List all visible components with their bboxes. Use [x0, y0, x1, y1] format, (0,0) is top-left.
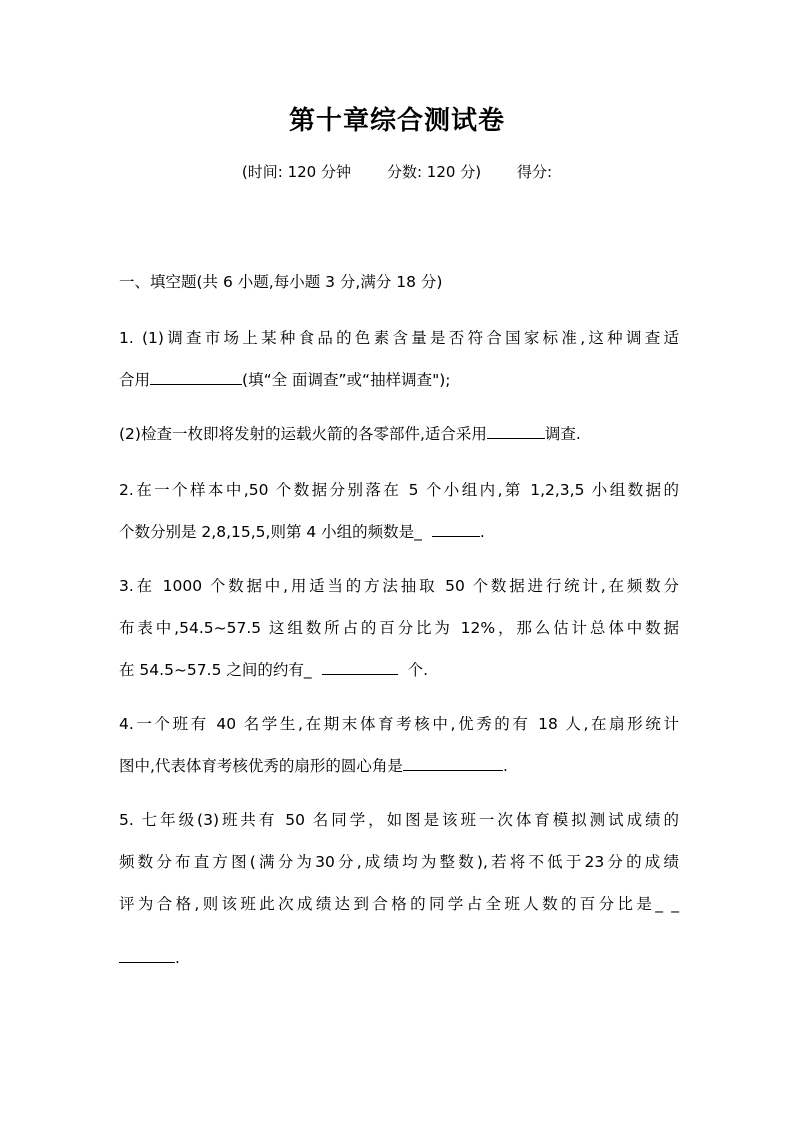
obtained-score-label: 得分: [517, 163, 553, 181]
q1-answer-blank-2[interactable] [487, 424, 545, 439]
q1-text-post: (填“全 面调查”或“抽样调查"); [242, 371, 451, 389]
q1-line-1: 1. (1)调查市场上某种食品的色素含量是否符合国家标准,这种调查适 [119, 329, 679, 347]
q5-line-3: 评为合格,则该班此次成绩达到合格的同学占全班人数的百分比是_ _ [119, 895, 679, 913]
time-info: (时间: 120 分钟 [241, 163, 351, 181]
q3-line-3 [119, 660, 679, 680]
page-title: 第十章综合测试卷 [288, 106, 505, 136]
q4-text-pre: 图中,代表体育考核优秀的扇形的圆心角是 [119, 757, 403, 775]
q3-line-2: 布表中,54.5~57.5 这组数所占的百分比为 12%，那么估计总体中数据 [119, 619, 679, 637]
q1-line-2 [119, 370, 679, 390]
q4-text-post: . [502, 757, 508, 775]
q1-part-2 [119, 424, 679, 444]
q3-text-post: 个. [407, 661, 429, 679]
q1-part2-post: 调查. [544, 425, 581, 443]
section-heading: 一、填空题(共 6 小题,每小题 3 分,满分 18 分) [119, 273, 443, 291]
q1-answer-blank-1[interactable] [150, 370, 242, 385]
exam-info [0, 161, 794, 182]
q4-line-1: 4.一个班有 40 名学生,在期末体育考核中,优秀的有 18 人,在扇形统计 [119, 715, 679, 733]
score-info: 分数: 120 分) [386, 163, 482, 181]
q2-answer-blank[interactable] [432, 522, 480, 537]
q3-line-1: 3.在 1000 个数据中,用适当的方法抽取 50 个数据进行统计,在频数分 [119, 577, 679, 595]
q4-line-2 [119, 756, 679, 776]
q2-line-1: 2.在一个样本中,50 个数据分别落在 5 个小组内,第 1,2,3,5 小组数据的 [119, 481, 679, 499]
q5-line-1: 5. 七年级(3)班共有 50 名同学，如图是该班一次体育模拟测试成绩的 [119, 811, 679, 829]
q1-part2-pre: (2)检查一枚即将发射的运载火箭的各零部件,适合采用 [119, 425, 487, 443]
q5-text-post: . [175, 949, 180, 967]
q3-answer-blank[interactable] [322, 660, 398, 675]
q2-text-pre: 个数分别是 2,8,15,5,则第 4 小组的频数是_ [119, 523, 422, 541]
q5-line-4 [119, 948, 679, 968]
q5-answer-blank[interactable] [119, 948, 175, 963]
q1-text-pre: 合用 [119, 371, 151, 389]
q4-answer-blank[interactable] [403, 756, 503, 771]
q2-text-post: . [479, 523, 485, 541]
q3-text-pre: 在 54.5~57.5 之间的约有_ [119, 661, 312, 679]
q2-line-2 [119, 522, 679, 542]
q5-line-2: 频数分布直方图(满分为30分,成绩均为整数),若将不低于23分的成绩 [119, 853, 679, 871]
